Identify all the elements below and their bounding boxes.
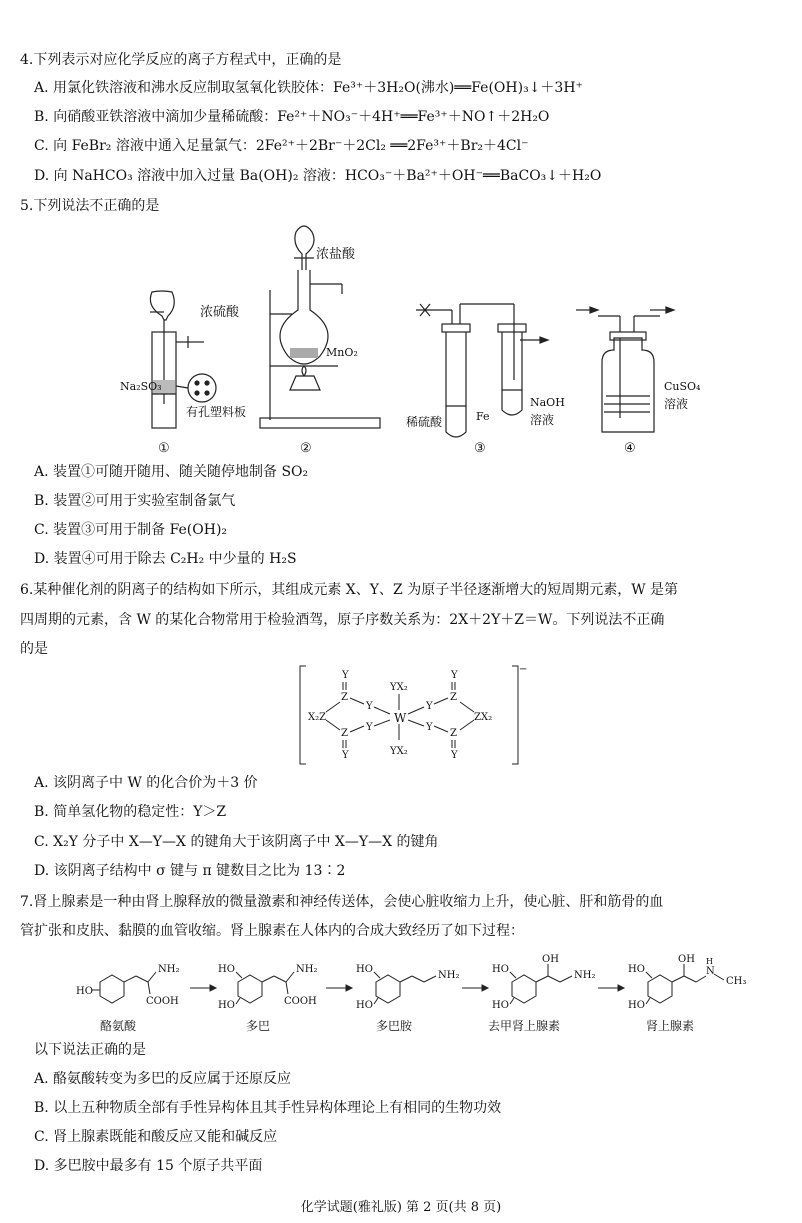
q6-stem-line-2: 四周期的元素，含 W 的某化合物常用于检验酒驾，原子序数关系为：2X＋2Y＋Z＝W。下列说法不正确: [20, 612, 665, 628]
q7-option-c: C. 肾上腺素既能和酸反应又能和碱反应: [34, 1129, 278, 1145]
label-cuso4-solution: 溶液: [664, 397, 689, 411]
svg-text:HO: HO: [492, 964, 509, 975]
label-apparatus-4: ④: [624, 441, 636, 456]
label-apparatus-1: ①: [158, 441, 170, 456]
q5-option-d: D. 装置④可用于除去 C₂H₂ 中少量的 H₂S: [34, 551, 297, 567]
q6-stem-line-1: 6.某种催化剂的阴离子的结构如下所示，其组成元素 X、Y、Z 为原子半径逐渐增大的短周期元素，W 是第: [20, 582, 679, 598]
svg-text:HO: HO: [76, 986, 93, 997]
name-dopamine: 多巴胺: [376, 1019, 413, 1033]
svg-text:CH₃: CH₃: [726, 976, 747, 987]
name-tyrosine: 酪氨酸: [100, 1019, 137, 1033]
q5-option-c: C. 装置③可用于制备 Fe(OH)₂: [34, 522, 228, 538]
name-norepinephrine: 去甲肾上腺素: [488, 1019, 561, 1033]
q4-option-c: C. 向 FeBr₂ 溶液中通入足量氯气：2Fe²⁺＋2Br⁻＋2Cl₂ ══2Fe³⁺＋Br₂＋4Cl⁻: [34, 138, 529, 154]
label-perforated-plate: 有孔塑料板: [186, 405, 247, 419]
svg-text:Y: Y: [451, 670, 458, 681]
name-epinephrine: 肾上腺素: [646, 1019, 695, 1033]
svg-text:HO: HO: [218, 1000, 235, 1011]
svg-text:Y: Y: [426, 722, 433, 733]
svg-text:−: −: [519, 664, 528, 675]
svg-text:NH₂: NH₂: [574, 970, 596, 981]
label-sodium-sulfite: Na₂SO₃: [120, 380, 162, 393]
q6-option-b: B. 简单氢化物的稳定性：Y＞Z: [34, 804, 227, 820]
label-dilute-sulfuric-acid: 稀硫酸: [406, 415, 443, 429]
svg-text:HO: HO: [218, 964, 235, 975]
label-cuso4: CuSO₄: [664, 380, 700, 393]
q7-stem-line-2: 管扩张和皮肤、黏膜的血管收缩。肾上腺素在人体内的合成大致经历了如下过程：: [20, 923, 524, 939]
svg-text:Y: Y: [342, 750, 349, 761]
svg-text:OH: OH: [542, 954, 559, 965]
label-mno2: MnO₂: [326, 346, 358, 359]
q4-stem: 4.下列表示对应化学反应的离子方程式中，正确的是: [20, 52, 342, 68]
page-footer: 化学试题(雅礼版) 第 2 页(共 8 页): [300, 1200, 502, 1215]
name-dopa: 多巴: [246, 1019, 271, 1033]
svg-text:Y: Y: [426, 701, 433, 712]
q4-option-a: A. 用氯化铁溶液和沸水反应制取氢氧化铁胶体：Fe³⁺＋3H₂O(沸水)══Fe(OH)₃↓＋3H⁺: [34, 80, 583, 96]
svg-text:Y: Y: [342, 670, 349, 681]
svg-text:HO: HO: [356, 964, 373, 975]
svg-text:Z: Z: [341, 728, 348, 739]
svg-text:H: H: [706, 957, 713, 966]
svg-text:N: N: [706, 966, 715, 977]
label-apparatus-2: ②: [300, 441, 312, 456]
label-conc-sulfuric-acid-1: 浓硫酸: [200, 305, 240, 320]
q7-option-d: D. 多巴胺中最多有 15 个原子共平面: [34, 1158, 263, 1174]
svg-text:Y: Y: [451, 750, 458, 761]
svg-text:YX₂: YX₂: [390, 682, 408, 693]
q7-option-a: A. 酪氨酸转变为多巴的反应属于还原反应: [34, 1071, 292, 1087]
svg-text:NH₂: NH₂: [296, 964, 318, 975]
label-iron: Fe: [476, 410, 490, 423]
q7-synthesis-scheme: [70, 950, 760, 1036]
q6-stem-line-3: 的是: [20, 641, 48, 657]
svg-text:Z: Z: [450, 728, 457, 739]
svg-text:NH₂: NH₂: [438, 970, 460, 981]
q7-lead: 以下说法正确的是: [34, 1042, 146, 1058]
svg-text:X₂Z: X₂Z: [308, 712, 327, 723]
svg-text:YX₂: YX₂: [390, 746, 408, 757]
label-naoh: NaOH: [530, 396, 565, 409]
apparatus-4: [576, 307, 674, 432]
q6-option-d: D. 该阴离子结构中 σ 键与 π 键数目之比为 13∶2: [34, 863, 346, 879]
q5-apparatus-figure: [120, 220, 700, 460]
svg-text:Y: Y: [366, 722, 373, 733]
svg-text:HO: HO: [628, 964, 645, 975]
label-naoh-solution: 溶液: [530, 413, 555, 427]
q7-option-b: B. 以上五种物质全部有手性异构体且其手性异构体理论上有相同的生物功效: [34, 1100, 502, 1116]
q6-anion-structure: [290, 660, 530, 770]
svg-text:Z: Z: [341, 692, 348, 703]
svg-text:HO: HO: [492, 1000, 509, 1011]
svg-text:Y: Y: [366, 701, 373, 712]
svg-text:OH: OH: [678, 954, 695, 965]
svg-text:Z: Z: [450, 692, 457, 703]
label-conc-hydrochloric-acid: 浓盐酸: [316, 247, 356, 262]
q4-option-b: B. 向硝酸亚铁溶液中滴加少量稀硫酸：Fe²⁺＋NO₃⁻＋4H⁺══Fe³⁺＋NO↑＋2H₂O: [34, 109, 550, 125]
q5-option-a: A. 装置①可随开随用、随关随停地制备 SO₂: [34, 464, 309, 480]
svg-text:HO: HO: [628, 1000, 645, 1011]
q5-stem: 5.下列说法不正确的是: [20, 198, 160, 214]
svg-text:ZX₂: ZX₂: [474, 712, 493, 723]
svg-text:HO: HO: [356, 1000, 373, 1011]
q6-option-a: A. 该阴离子中 W 的化合价为＋3 价: [34, 775, 258, 791]
svg-text:W: W: [394, 711, 407, 725]
q6-option-c: C. X₂Y 分子中 X—Y—X 的键角大于该阴离子中 X—Y—X 的键角: [34, 834, 439, 850]
q7-stem-line-1: 7.肾上腺素是一种由肾上腺释放的微量激素和神经传送体，会使心脏收缩力上升，使心脏、肝和筋骨的血: [20, 894, 664, 910]
q4-option-d: D. 向 NaHCO₃ 溶液中加入过量 Ba(OH)₂ 溶液：HCO₃⁻＋Ba²⁺＋OH⁻══BaCO₃↓＋H₂O: [34, 168, 602, 184]
q5-option-b: B. 装置②可用于实验室制备氯气: [34, 493, 236, 509]
svg-text:COOH: COOH: [146, 996, 179, 1007]
label-apparatus-3: ③: [474, 441, 486, 456]
svg-text:NH₂: NH₂: [158, 964, 180, 975]
svg-text:COOH: COOH: [284, 996, 317, 1007]
